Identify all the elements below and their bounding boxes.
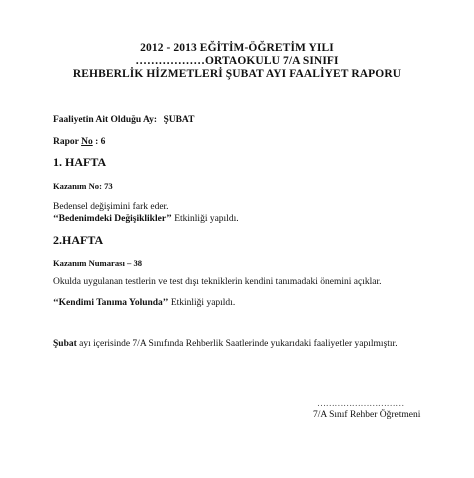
header-year: 2012 - 2013 EĞİTİM-ÖĞRETİM YILI (140, 42, 334, 54)
week1-heading: 1. HAFTA (53, 155, 107, 169)
signature-dots: ………………………… (317, 398, 405, 408)
month-label: Faaliyetin Ait Olduğu Ay: (53, 115, 158, 125)
week2-activity-suffix: Etkinliği yapıldı. (168, 298, 236, 308)
week1-activity (53, 213, 239, 225)
summary-line (53, 338, 398, 350)
week1-activity-suffix: Etkinliği yapıldı. (171, 214, 239, 224)
month-line (53, 114, 194, 126)
week2-activity (53, 297, 235, 309)
summary-month: Şubat (53, 339, 77, 349)
report-label-suffix: : 6 (92, 137, 106, 147)
signature-title: 7/A Sınıf Rehber Öğretmeni (313, 410, 421, 420)
report-label-no: No (81, 137, 93, 147)
header-school: ………………ORTAOKULU 7/A SINIFI (135, 55, 339, 67)
month-value: ŞUBAT (163, 115, 195, 125)
week2-description: Okulda uygulanan testlerin ve test dışı tekniklerin kendini tanımadaki önemini açıklar. (53, 277, 382, 287)
week1-description: Bedensel değişimini fark eder. (53, 202, 169, 212)
week2-kazanim: Kazanım Numarası – 38 (53, 258, 143, 268)
report-label-prefix: Rapor (53, 137, 82, 147)
week2-heading: 2.HAFTA (53, 233, 104, 247)
report-number (53, 136, 105, 148)
week1-kazanim: Kazanım No: 73 (53, 181, 113, 191)
week2-activity-name: ‘‘Kendimi Tanıma Yolunda’’ (53, 298, 169, 308)
header-report-title: REHBERLİK HİZMETLERİ ŞUBAT AYI FAALİYET RAPORU (72, 68, 402, 80)
week1-activity-name: ‘‘Bedenimdeki Değişiklikler’’ (53, 214, 172, 224)
summary-text: ayı içerisinde 7/A Sınıfında Rehberlik Saatlerinde yukarıdaki faaliyetler yapılmıştır. (76, 339, 398, 349)
